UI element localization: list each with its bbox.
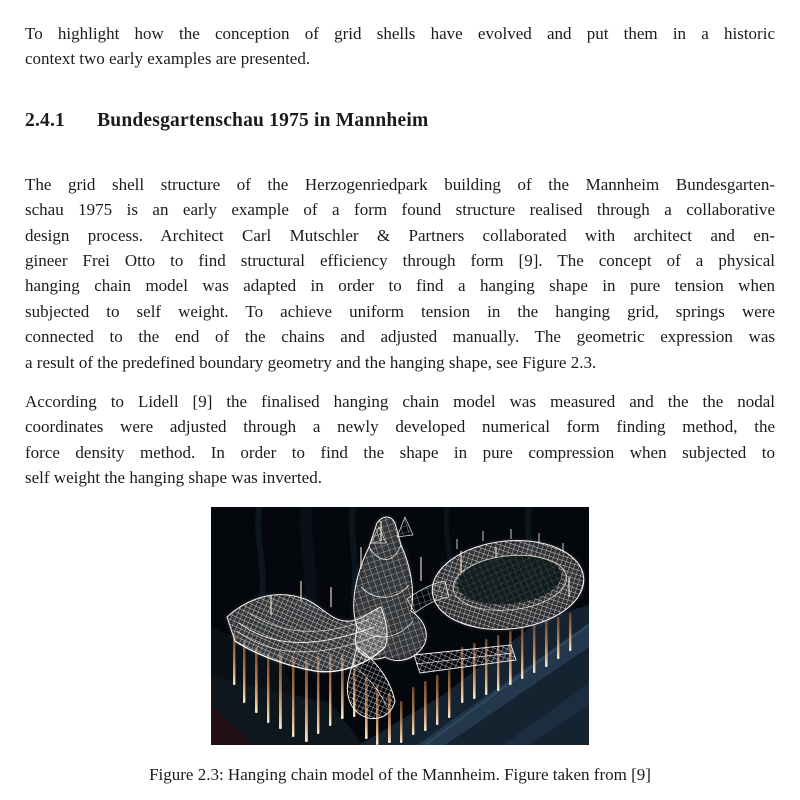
body-paragraph-2 (25, 389, 775, 491)
figure-2-3 (25, 507, 775, 785)
figure-caption: Figure 2.3: Hanging chain model of the Mannheim. Figure taken from [9] (149, 764, 651, 784)
text-line: context two early examples are presented. (25, 49, 311, 69)
text-line: connected to the end of the chains and adjusted manually. The geometric expression was (25, 327, 775, 347)
hanging-chain-model-photo (211, 507, 589, 745)
text-line: According to Lidell [9] the finalised hanging chain model was measured and the the nodal (25, 392, 775, 412)
text-line: gineer Frei Otto to find structural efficiency through form [9]. The concept of a physical (25, 251, 775, 271)
text-line: force density method. In order to find the shape in pure compression when subjected to (25, 442, 775, 462)
body-paragraph-1 (25, 172, 775, 375)
text-line: schau 1975 is an early example of a form found structure realised through a collaborative (25, 200, 775, 220)
intro-paragraph (25, 21, 775, 72)
text-line: To highlight how the conception of grid shells have evolved and put them in a historic (25, 24, 775, 43)
text-line: self weight the hanging shape was inverted. (25, 468, 322, 488)
section-title: Bundesgartenschau 1975 in Mannheim (97, 109, 429, 131)
section-number: 2.4.1 (25, 109, 65, 131)
text-line: The grid shell structure of the Herzogenriedpark building of the Mannheim Bundesgarten- (25, 174, 775, 194)
figure-image (211, 507, 589, 745)
text-line: subjected to self weight. To achieve uniform tension in the hanging grid, springs were (25, 301, 775, 321)
text-line: design process. Architect Carl Mutschler & Partners collaborated with architect and en- (25, 225, 775, 245)
text-line: coordinates were adjusted through a newly developed numerical form finding method, the (25, 417, 775, 437)
text-line: hanging chain model was adapted in order to find a hanging shape in pure tension when (25, 276, 775, 296)
text-line: a result of the predefined boundary geometry and the hanging shape, see Figure 2.3. (25, 352, 597, 372)
section-heading (25, 110, 775, 132)
